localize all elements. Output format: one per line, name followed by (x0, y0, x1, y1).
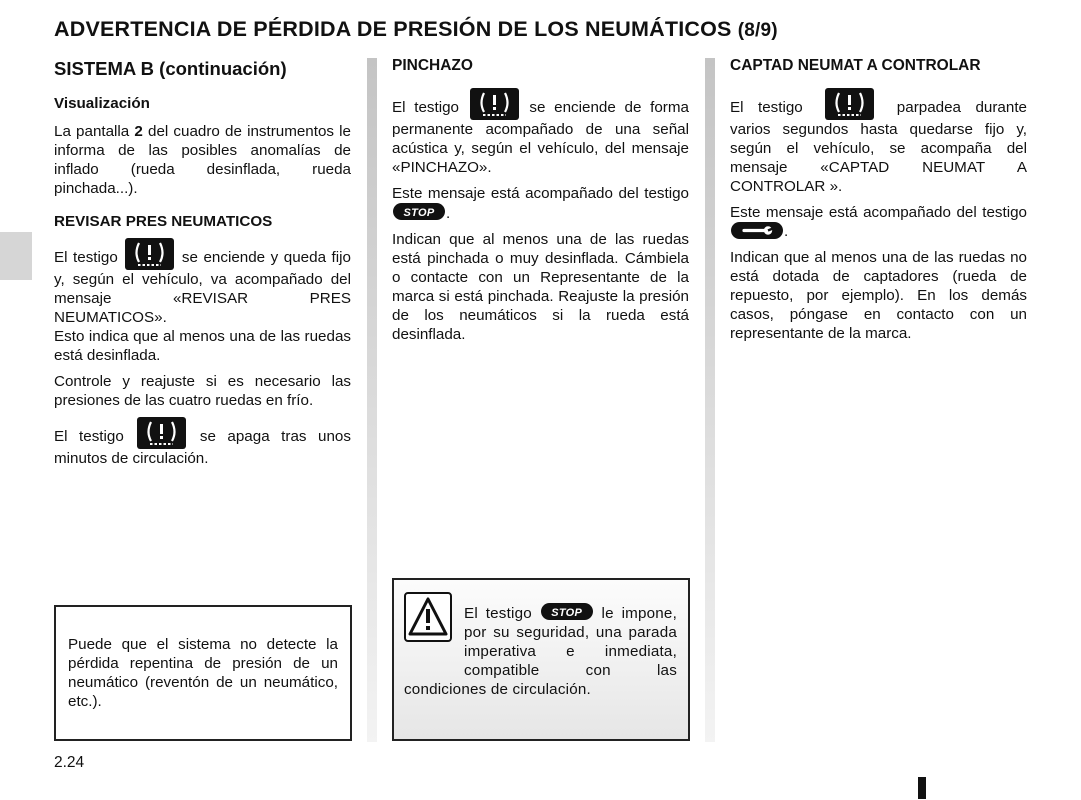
tire-pressure-icon (137, 417, 186, 449)
visualizacion-text: La pantalla 2 del cuadro de instrumentos le informa de las posibles anomalías de inflado (rueda desinflada, rueda pinchada...). (54, 123, 351, 197)
col1-body (54, 94, 351, 475)
pinchazo-p1: El testigo se enciende de forma permanente acompañado de una señal acústica y, según el vehículo, del mensaje «PINCHAZO». (392, 88, 689, 177)
revisar-p2: Esto indica que al menos una de las ruedas está desinflada. (54, 328, 351, 364)
wrench-icon (731, 222, 783, 239)
col2-body (392, 88, 689, 351)
section-title: SISTEMA B (continuación) (54, 58, 287, 79)
warning-text: El testigo STOP le impone, por su seguridad, una parada imperativa e inmediata, compatible con las condiciones de circulación. (404, 605, 678, 698)
crop-mark (918, 777, 926, 799)
tire-pressure-icon (825, 88, 874, 120)
visualizacion-heading: Visualización (54, 95, 150, 112)
pinchazo-heading: PINCHAZO (392, 57, 473, 74)
column-divider-2 (705, 58, 715, 742)
chapter-tab (0, 232, 32, 280)
revisar-p3: Controle y reajuste si es necesario las presiones de las cuatro ruedas en frío. (54, 373, 351, 409)
revisar-heading: REVISAR PRES NEUMATICOS (54, 213, 273, 230)
captad-p1: El testigo parpadea durante varios segundos hasta quedarse fijo y, según el vehículo, se acompaña del mensaje «CAPTAD NEUMAT A CONTROLAR ». (730, 88, 1027, 196)
note-text: Puede que el sistema no detecte la pérdida repentina de presión de un neumático (reventón de un neumático, etc.). (68, 636, 338, 710)
captad-p3: Indican que al menos una de las ruedas no está dotada de captadores (rueda de repuesto, por ejemplo). En los demás casos, póngase en contacto con un representante de la marca. (730, 249, 1027, 342)
pinchazo-p2: Este mensaje está acompañado del testigo STOP . (392, 185, 689, 222)
tire-pressure-icon (125, 238, 174, 270)
revisar-p4: El testigo se apaga tras unos minutos de circulación. (54, 417, 351, 468)
page-title (54, 17, 778, 42)
note-box (54, 605, 352, 741)
page-title-text: ADVERTENCIA DE PÉRDIDA DE PRESIÓN DE LOS NEUMÁTICOS (54, 17, 732, 41)
column-divider-1 (367, 58, 377, 742)
page-number: 2.24 (54, 754, 85, 771)
page-part: (8/9) (737, 20, 778, 41)
captad-heading: CAPTAD NEUMAT A CONTROLAR (730, 57, 981, 74)
captad-p2: Este mensaje está acompañado del testigo . (730, 204, 1027, 240)
col3-body (730, 88, 1027, 350)
warning-box (392, 578, 690, 741)
stop-icon: STOP (541, 603, 593, 620)
revisar-p1: El testigo se enciende y queda fijo y, según el vehículo, va acompañado del mensaje «REVISAR PRES NEUMATICOS». (54, 238, 351, 327)
tire-pressure-icon (470, 88, 519, 120)
pinchazo-p3: Indican que al menos una de las ruedas está pinchada o muy desinflada. Cámbiela o contacte con un Representante de la marca si está pinchada. Reajuste la presión de los neumáticos si la rueda está desinflada. (392, 231, 689, 343)
stop-icon: STOP (393, 203, 445, 220)
